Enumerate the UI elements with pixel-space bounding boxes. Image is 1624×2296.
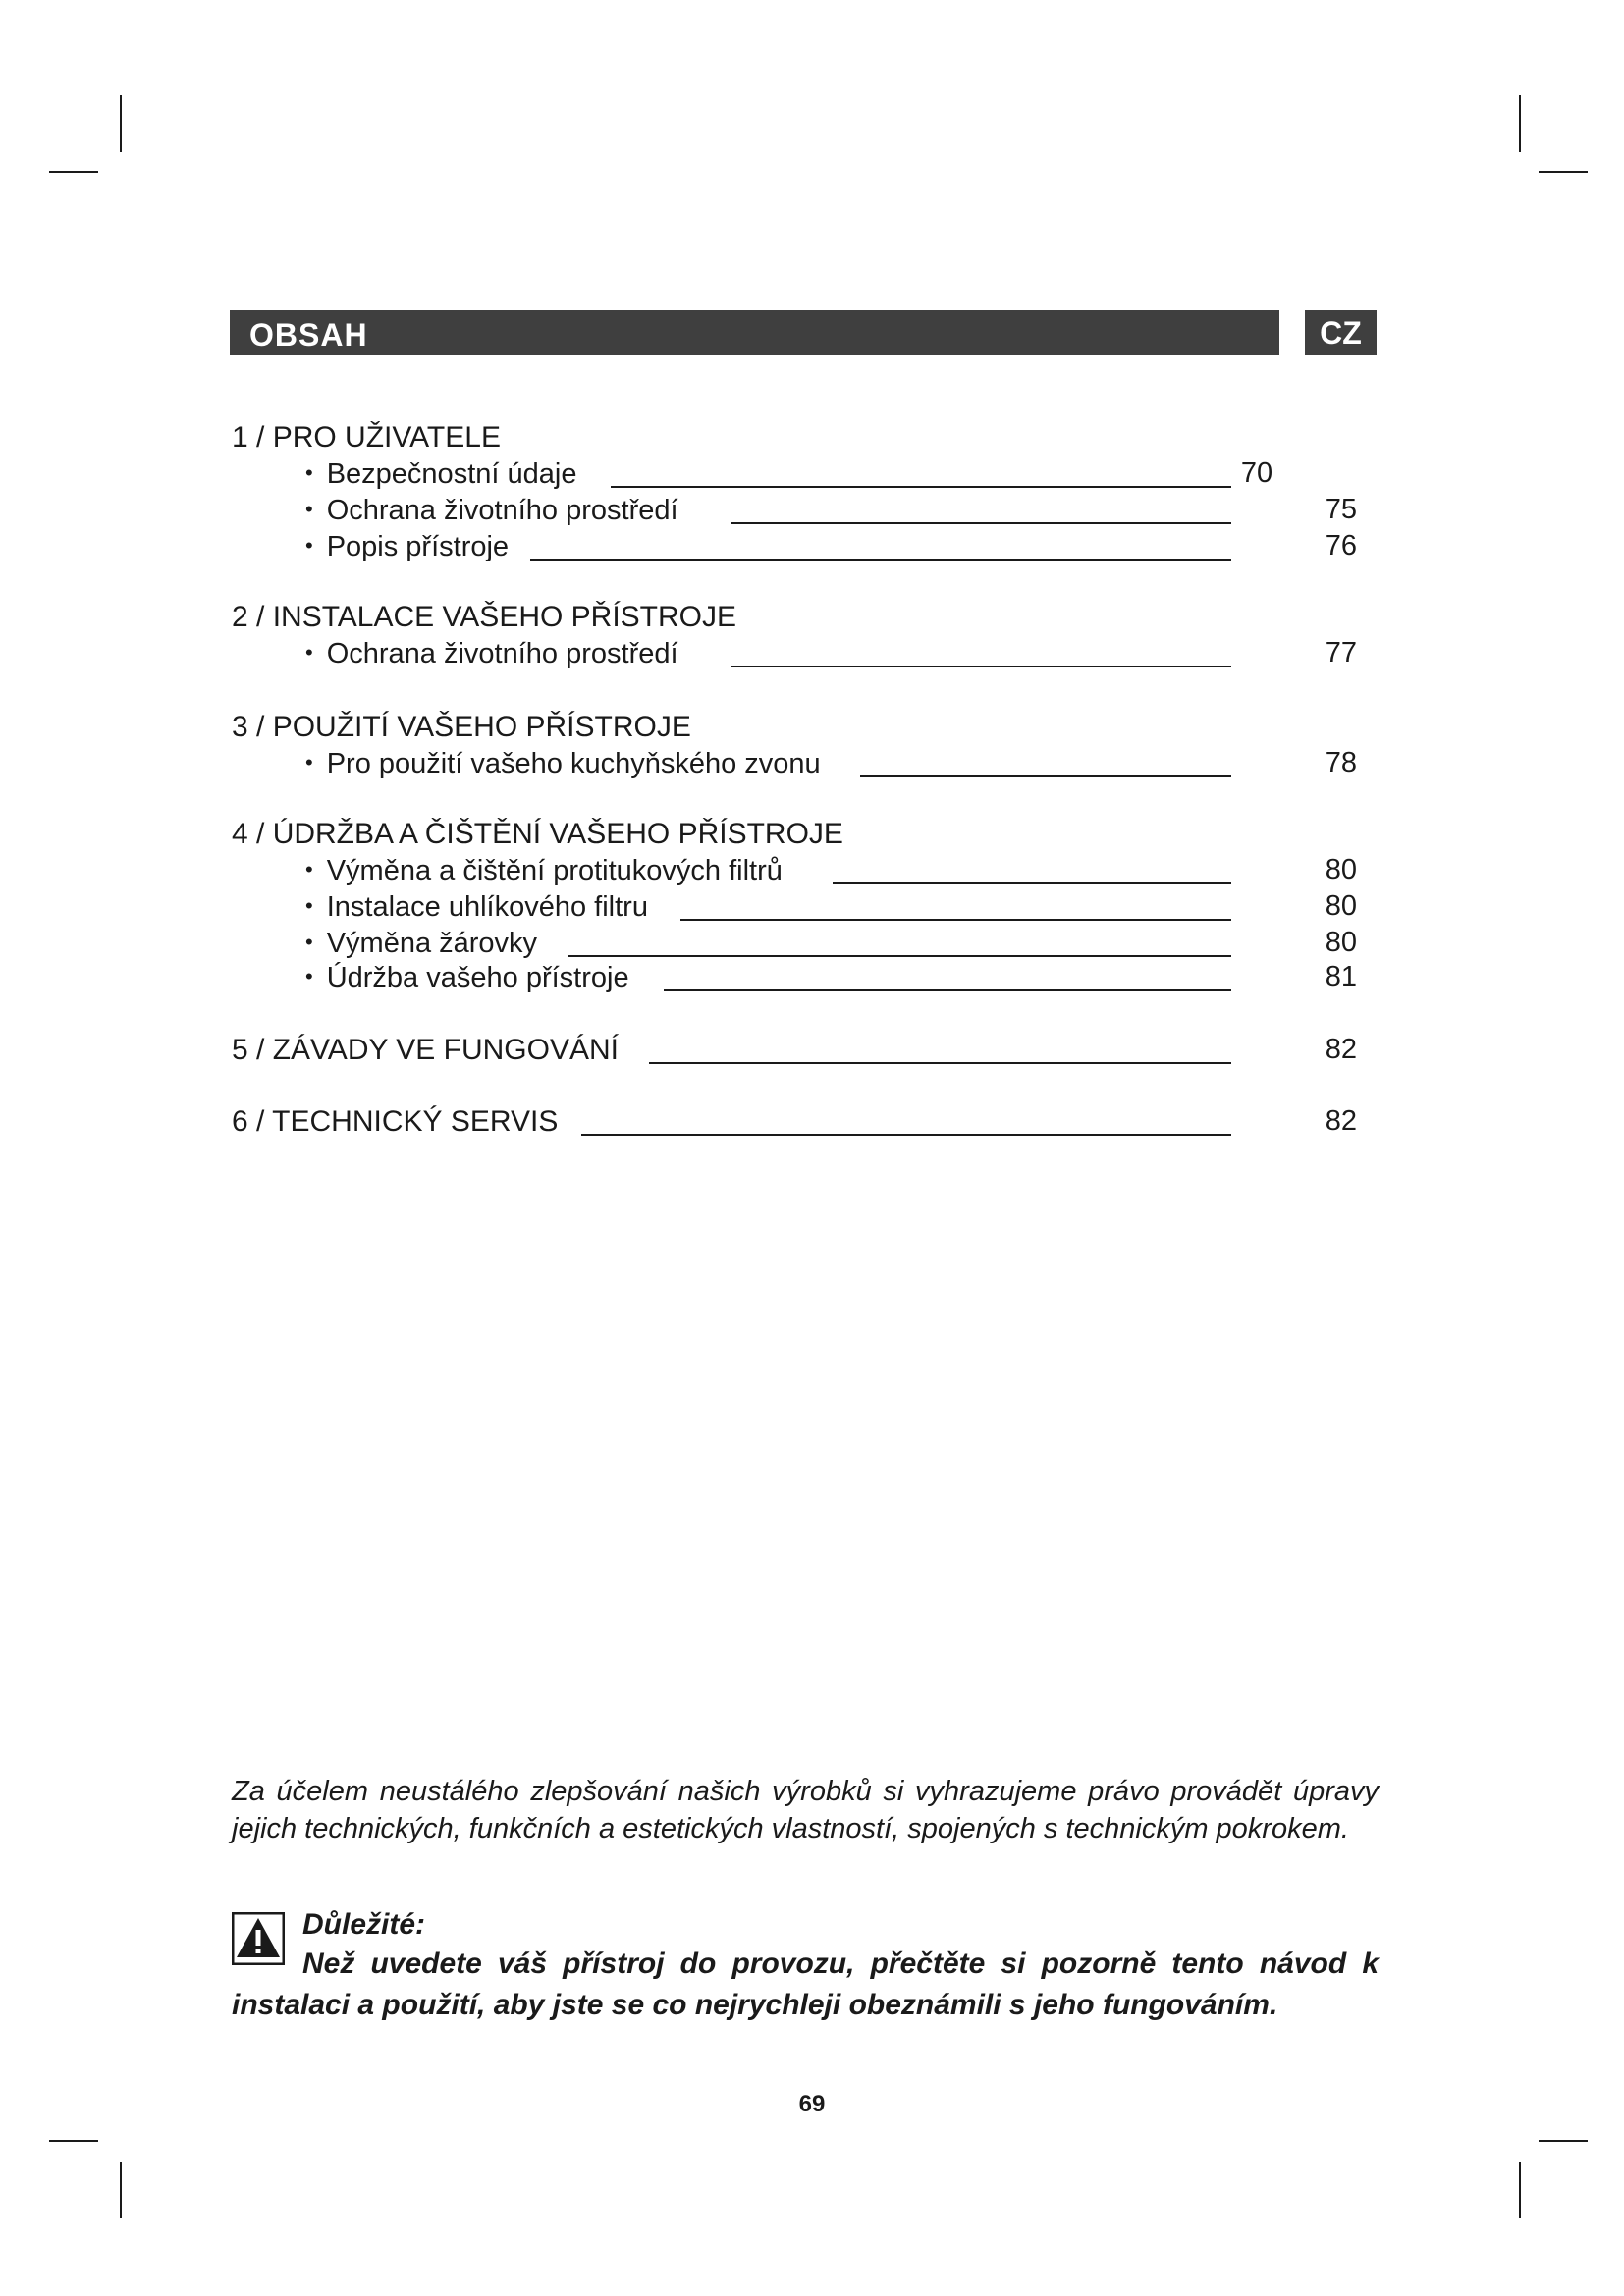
toc-entry-label: • Ochrana životního prostředí [305,636,678,670]
toc-section-title: 5 / ZÁVADY VE FUNGOVÁNÍ [232,1034,619,1066]
toc-page-number: 77 [1325,637,1357,668]
toc-leader-line [731,666,1231,667]
toc-section-title: 6 / TECHNICKÝ SERVIS [232,1105,559,1138]
toc-page-number: 70 [1240,457,1273,489]
toc-leader-line [731,522,1231,524]
toc-entry-label: • Bezpečnostní údaje [305,456,576,491]
toc-entry-label: • Výměna žárovky [305,926,537,960]
important-title: Důležité: [302,1908,426,1941]
language-label: CZ [1320,315,1362,350]
toc-page-number: 80 [1325,927,1357,958]
toc-leader-line [680,919,1231,921]
toc-section-title: 4 / ÚDRŽBA A ČIŠTĚNÍ VAŠEHO PŘÍSTROJE [232,818,843,850]
toc-page-number: 81 [1325,961,1357,992]
toc-entry-label: • Údržba vašeho přístroje [305,960,629,994]
toc-leader-line [568,955,1231,957]
toc-leader-line [581,1134,1231,1136]
crop-mark-bottom-right-vertical [1519,2162,1521,2218]
toc-section-title: 2 / INSTALACE VAŠEHO PŘÍSTROJE [232,601,737,633]
toc-entry[interactable] [0,746,1624,781]
toc-section-1 [0,420,1624,459]
toc-section-title: 1 / PRO UŽIVATELE [232,421,501,454]
toc-entry[interactable] [0,926,1624,961]
toc-section-5[interactable] [0,1033,1624,1068]
toc-page-number: 80 [1325,854,1357,885]
toc-page-number: 78 [1325,747,1357,778]
toc-entry[interactable] [0,889,1624,925]
toc-entry[interactable] [0,636,1624,671]
toc-entry[interactable] [0,529,1624,564]
toc-entry[interactable] [0,493,1624,528]
toc-leader-line [530,559,1231,561]
crop-mark-bottom-right-horizontal [1539,2140,1588,2142]
improvement-notice: Za účelem neustálého zlepšování našich výrobků si vyhrazujeme právo provádět úpravy jejich technických, funkčních a estetických vlastností, spojených s technickým pokrokem. [232,1776,1379,1844]
toc-leader-line [649,1062,1231,1064]
toc-section-6[interactable] [0,1104,1624,1140]
crop-mark-bottom-left-vertical [120,2162,122,2218]
page-title: OBSAH [249,317,368,352]
toc-page-number: 82 [1325,1105,1357,1137]
toc-page-number: 75 [1325,494,1357,525]
page-number: 69 [798,2091,826,2117]
toc-page-number: 76 [1325,530,1357,561]
toc-entry-label: • Ochrana životního prostředí [305,493,678,527]
toc-entry-label: • Výměna a čištění protitukových filtrů [305,853,783,887]
toc-leader-line [860,775,1231,777]
toc-section-4 [0,817,1624,856]
toc-section-2 [0,600,1624,639]
toc-entry-label: • Pro použití vašeho kuchyňského zvonu [305,746,821,780]
toc-page-number: 80 [1325,890,1357,922]
important-text: Než uvedete váš přístroj do provozu, přečtěte si pozorně tento návod k instalaci a použití, aby jste se co nejrychleji obeznámili s jeho fungováním. [232,1948,1379,2021]
toc-entry-label: • Popis přístroje [305,529,509,563]
toc-page-number: 82 [1325,1034,1357,1065]
toc-section-3 [0,710,1624,749]
toc-entry[interactable] [0,456,1624,492]
toc-entry-label: • Instalace uhlíkového filtru [305,889,648,924]
toc-leader-line [833,882,1231,884]
toc-entry[interactable] [0,853,1624,888]
crop-mark-bottom-left-horizontal [49,2140,98,2142]
toc-section-title: 3 / POUŽITÍ VAŠEHO PŘÍSTROJE [232,711,691,743]
toc-leader-line [611,486,1231,488]
toc-entry[interactable] [0,960,1624,995]
toc-leader-line [664,989,1231,991]
